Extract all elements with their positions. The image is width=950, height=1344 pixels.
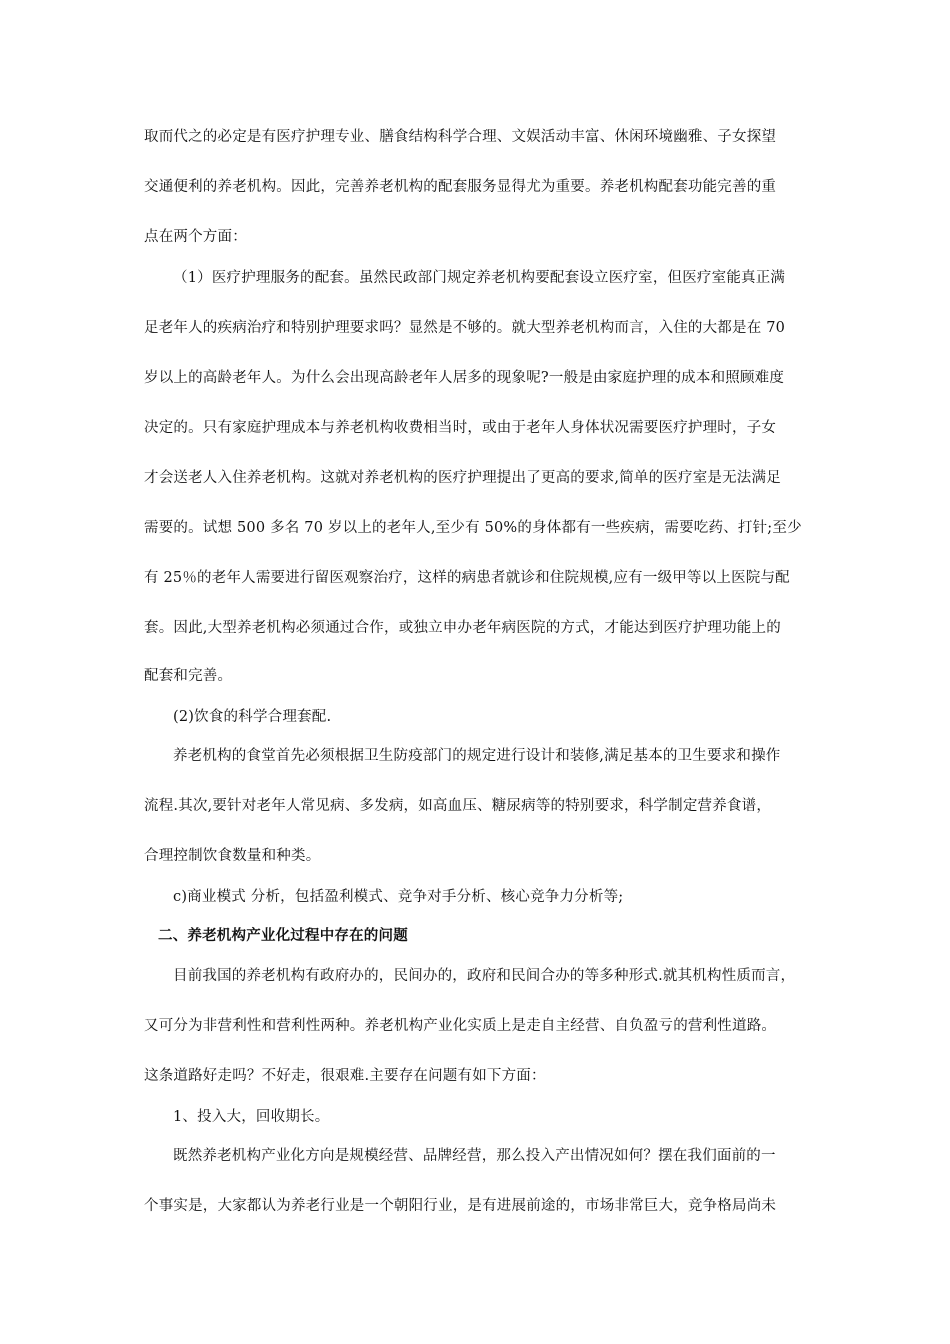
- paragraph-line: （1）医疗护理服务的配套。虽然民政部门规定养老机构要配套设立医疗室，但医疗室能真正满: [173, 270, 786, 286]
- paragraph-line: 目前我国的养老机构有政府办的，民间办的，政府和民间合办的等多种形式.就其机构性质而言，: [173, 968, 796, 984]
- paragraph-line: 足老年人的疾病治疗和特别护理要求吗？显然是不够的。就大型养老机构而言，入住的大都是在 70: [144, 320, 786, 336]
- paragraph-line: 这条道路好走吗？不好走，很艰难.主要存在问题有如下方面：: [144, 1068, 546, 1084]
- paragraph-line: (2)饮食的科学合理套配.: [173, 709, 332, 725]
- paragraph-line: 决定的。只有家庭护理成本与养老机构收费相当时，或由于老年人身体状况需要医疗护理时，子女: [144, 420, 777, 436]
- section-heading: 二、养老机构产业化过程中存在的问题: [158, 928, 408, 944]
- paragraph-line: 又可分为非营利性和营利性两种。养老机构产业化实质上是走自主经营、自负盈亏的营利性道路。: [144, 1018, 777, 1034]
- paragraph-line: 养老机构的食堂首先必须根据卫生防疫部门的规定进行设计和装修,满足基本的卫生要求和操作: [173, 748, 781, 764]
- paragraph-line: 流程.其次,要针对老年人常见病、多发病，如高血压、糖尿病等的特别要求，科学制定营养食谱，: [144, 798, 772, 814]
- paragraph-line: 有 25％的老年人需要进行留医观察治疗，这样的病患者就诊和住院规模,应有一级甲等以上医院与配: [144, 570, 790, 586]
- paragraph-line: 岁以上的高龄老年人。为什么会出现高龄老年人居多的现象呢?一般是由家庭护理的成本和照顾难度: [144, 370, 785, 386]
- paragraph-line: 既然养老机构产业化方向是规模经营、品牌经营，那么投入产出情况如何？摆在我们面前的一: [173, 1148, 776, 1164]
- paragraph-line: 1、投入大，回收期长。: [173, 1109, 330, 1125]
- paragraph-line: c)商业模式 分析，包括盈利模式、竞争对手分析、核心竞争力分析等;: [173, 889, 624, 905]
- paragraph-line: 个事实是，大家都认为养老行业是一个朝阳行业，是有进展前途的，市场非常巨大，竞争格局尚未: [144, 1198, 777, 1214]
- paragraph-line: 套。因此,大型养老机构必须通过合作，或独立申办老年病医院的方式，才能达到医疗护理功能上的: [144, 620, 781, 636]
- paragraph-line: 需要的。试想 500 多名 70 岁以上的老年人,至少有 50%的身体都有一些疾病，需要吃药、打针;至少: [144, 520, 802, 536]
- paragraph-line: 取而代之的必定是有医疗护理专业、膳食结构科学合理、文娱活动丰富、休闲环境幽雅、子女探望: [144, 129, 777, 145]
- paragraph-line: 才会送老人入住养老机构。这就对养老机构的医疗护理提出了更高的要求,简单的医疗室是无法满足: [144, 470, 781, 486]
- paragraph-line: 配套和完善。: [144, 668, 233, 684]
- paragraph-line: 合理控制饮食数量和种类。: [144, 848, 321, 864]
- paragraph-line: 交通便利的养老机构。因此，完善养老机构的配套服务显得尤为重要。养老机构配套功能完善的重: [144, 179, 777, 195]
- paragraph-line: 点在两个方面：: [144, 229, 247, 245]
